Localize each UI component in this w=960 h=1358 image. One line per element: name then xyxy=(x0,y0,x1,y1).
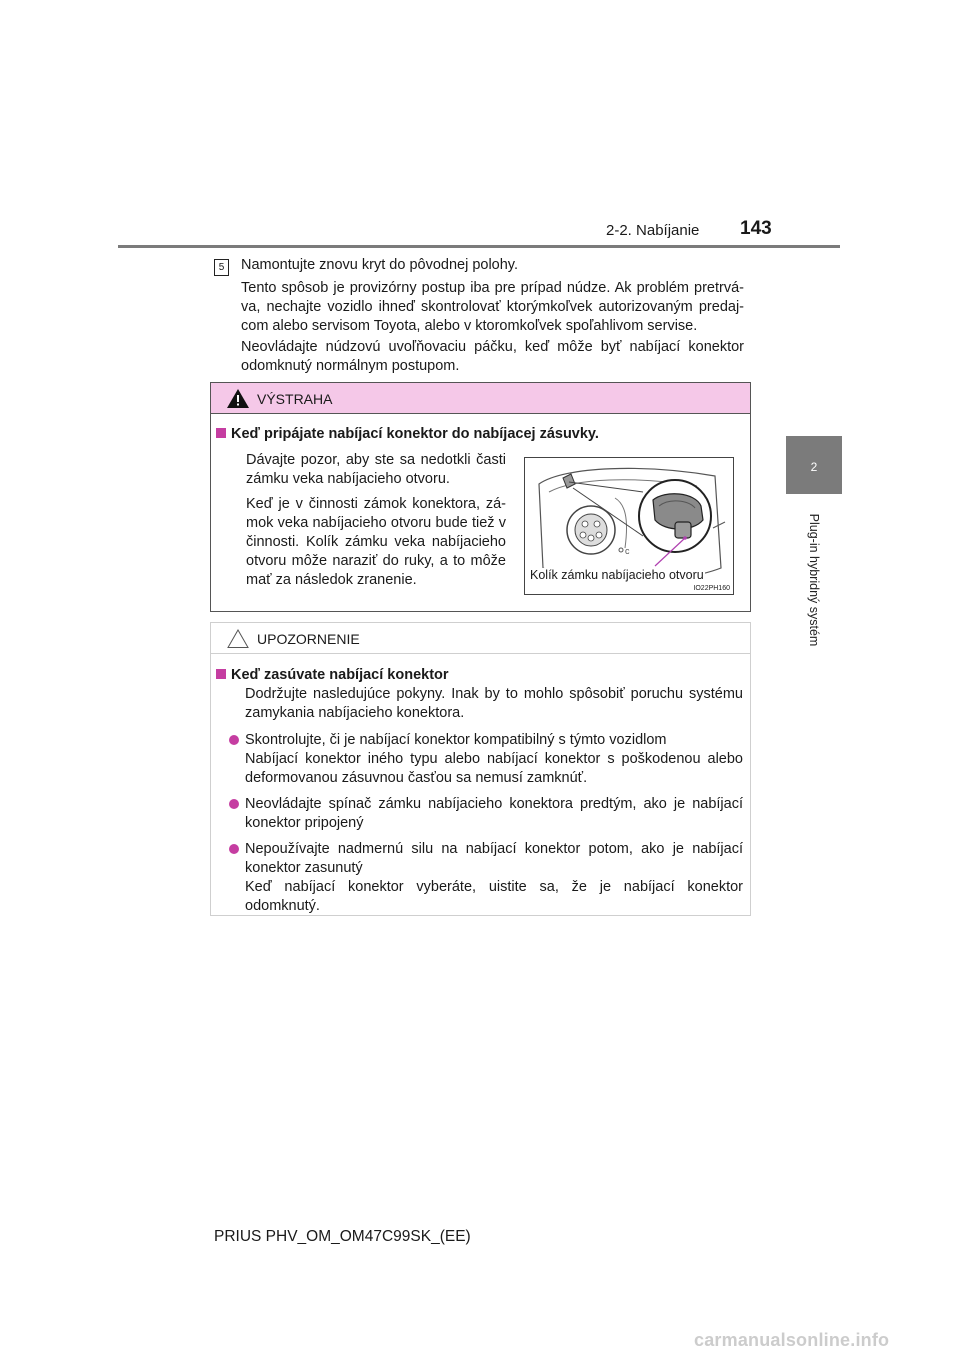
caution-item-detail: Keď nabíjací konektor vyberáte, uistite sa, že je nabíjací konektor odomknutý. xyxy=(245,879,743,914)
caution-list-item xyxy=(245,731,743,788)
step-text: Namontujte znovu kryt do pôvodnej polohy. xyxy=(241,257,519,273)
round-bullet-icon xyxy=(229,799,239,809)
caution-title: UPOZORNENIE xyxy=(257,631,360,647)
step-note-paragraph: Tento spôsob je provizórny postup iba pre prípad núdze. Ak problém pretrvá-va, nechajte vozidlo ihneď skontrolovať ktorýmkoľvek autorizovaným predaj-com alebo servisom Toyota, alebo v ktoromkoľvek spoľahlivom servise. xyxy=(241,280,744,334)
round-bullet-icon xyxy=(229,844,239,854)
caution-intro: Dodržujte nasledujúce pokyny. Inak by to mohlo spôsobiť poruchu systému zamykania nabíjacieho konektora. xyxy=(245,686,743,721)
chapter-number: 2 xyxy=(810,460,818,474)
caution-list-item xyxy=(245,795,743,833)
page-number: 143 xyxy=(740,218,772,239)
warning-paragraph: Keď je v činnosti zámok konektora, zá-mok veka nabíjacieho otvoru bude tiež v činnosti. Kolík zámku veka nabíjacieho otvoru môže naraziť do ruky, a to môže mať za následok zranenie. xyxy=(246,496,506,588)
figure-callout-label: Kolík zámku nabíjacieho otvoru xyxy=(530,568,704,582)
warning-text xyxy=(246,451,506,596)
manual-id-footer: PRIUS PHV_OM_OM47C99SK_(EE) xyxy=(214,1228,471,1245)
figure-code: IO22PH160 xyxy=(693,585,730,592)
warning-title: VÝSTRAHA xyxy=(257,391,333,407)
header-rule xyxy=(118,245,840,248)
chapter-tab xyxy=(786,436,842,494)
chapter-label: Plug-in hybridný systém xyxy=(807,513,821,647)
caution-heading xyxy=(216,666,743,685)
section-title: 2-2. Nabíjanie xyxy=(606,222,700,239)
caution-body xyxy=(216,666,743,923)
round-bullet-icon xyxy=(229,735,239,745)
warning-heading-text: Keď pripájate nabíjací konektor do nabíjacej zásuvky. xyxy=(231,426,599,442)
step-note-paragraph: Neovládajte núdzovú uvoľňovaciu páčku, keď môže byť nabíjací konektor odomknutý normálnym postupom. xyxy=(241,339,744,374)
caution-triangle-icon xyxy=(227,629,249,648)
square-bullet-icon xyxy=(216,669,226,679)
caution-item-title: Skontrolujte, či je nabíjací konektor kompatibilný s týmto vozidlom xyxy=(245,732,667,748)
charging-port-illustration xyxy=(524,457,734,595)
chapter-label-container xyxy=(786,500,842,660)
caution-item-detail: Nabíjací konektor iného typu alebo nabíjací konektor s poškodenou alebo deformovanou zásuvnou časťou sa nemusí zamknúť. xyxy=(245,751,743,786)
warning-heading xyxy=(216,426,599,442)
caution-heading-text: Keď zasúvate nabíjací konektor xyxy=(231,667,449,683)
square-bullet-icon xyxy=(216,428,226,438)
step-number-box: 5 xyxy=(214,259,229,276)
caution-list-item xyxy=(245,840,743,916)
warning-paragraph: Dávajte pozor, aby ste sa nedotkli časti zámku veka nabíjacieho otvoru. xyxy=(246,452,506,487)
caution-header xyxy=(211,623,750,654)
caution-item-title: Neovládajte spínač zámku nabíjacieho konektora predtým, ako je nabíjací konektor pripojený xyxy=(245,796,743,831)
caution-item-title: Nepoužívajte nadmernú silu na nabíjací konektor potom, ako je nabíjací konektor zasunutý xyxy=(245,841,743,876)
svg-text:c: c xyxy=(625,546,630,556)
watermark: carmanualsonline.info xyxy=(694,1330,890,1350)
warning-triangle-icon xyxy=(227,389,249,408)
warning-header xyxy=(211,383,750,414)
